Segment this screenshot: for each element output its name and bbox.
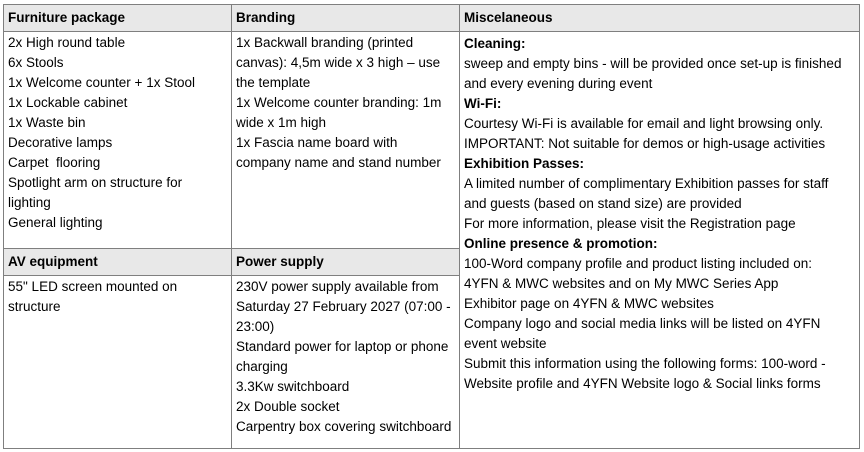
online-title: Online presence & promotion: [464,236,658,251]
branding-item: 1x Fascia name board with company name and stand number [236,135,441,170]
power-item: 230V power supply available from Saturday 27 February 2027 (07:00 - 23:00) [236,279,451,334]
cleaning-title: Cleaning: [464,36,526,51]
furniture-item: 1x Welcome counter + 1x Stool [8,75,195,90]
furniture-item: 1x Lockable cabinet [8,95,128,110]
furniture-item: 6x Stools [8,55,64,70]
wifi-title: Wi-Fi: [464,96,502,111]
passes-line: A limited number of complimentary Exhibition passes for staff [464,176,829,191]
power-list [231,275,460,449]
misc-details [459,31,860,449]
av-list [3,275,232,449]
header-branding: Branding [231,4,460,32]
header-furniture: Furniture package [3,4,232,32]
av-item: 55" LED screen mounted on structure [8,279,178,314]
power-item: Carpentry box covering switchboard [236,419,452,434]
branding-item: 1x Welcome counter branding: 1m wide x 1m high [236,95,442,130]
branding-item: 1x Backwall branding (printed canvas): 4,5m wide x 3 high – use the template [236,35,441,90]
wifi-line: IMPORTANT: Not suitable for demos or high-usage activities [464,136,826,151]
passes-line: For more information, please visit the Registration page [464,216,796,231]
passes-line: and guests (based on stand size) are provided [464,196,742,211]
furniture-item: 2x High round table [8,35,126,50]
header-misc: Miscelaneous [459,4,860,32]
online-line: 4YFN & MWC websites and on My MWC Series App [464,276,779,291]
online-line: event website [464,336,547,351]
furniture-item: 1x Waste bin [8,115,86,130]
online-line: Website profile and 4YFN Website logo & Social links forms [464,376,821,391]
header-power: Power supply [231,248,460,276]
online-line: Company logo and social media links will be listed on 4YFN [464,316,821,331]
online-line: Submit this information using the following forms: 100-word - [464,356,826,371]
power-item: Standard power for laptop or phone charging [236,339,449,374]
furniture-item: General lighting [8,215,103,230]
furniture-item: Carpet flooring [8,155,101,170]
cleaning-line: and every evening during event [464,76,653,91]
header-av: AV equipment [3,248,232,276]
stand-package-table [3,4,860,449]
online-line: Exhibitor page on 4YFN & MWC websites [464,296,714,311]
cleaning-line: sweep and empty bins - will be provided once set-up is finished [464,56,842,71]
furniture-item: Decorative lamps [8,135,113,150]
power-item: 2x Double socket [236,399,340,414]
furniture-item: Spotlight arm on structure for lighting [8,175,183,210]
passes-title: Exhibition Passes: [464,156,585,171]
wifi-line: Courtesy Wi-Fi is available for email and light browsing only. [464,116,824,131]
power-item: 3.3Kw switchboard [236,379,350,394]
branding-list [231,31,460,249]
furniture-list [3,31,232,249]
online-line: 100-Word company profile and product listing included on: [464,256,812,271]
